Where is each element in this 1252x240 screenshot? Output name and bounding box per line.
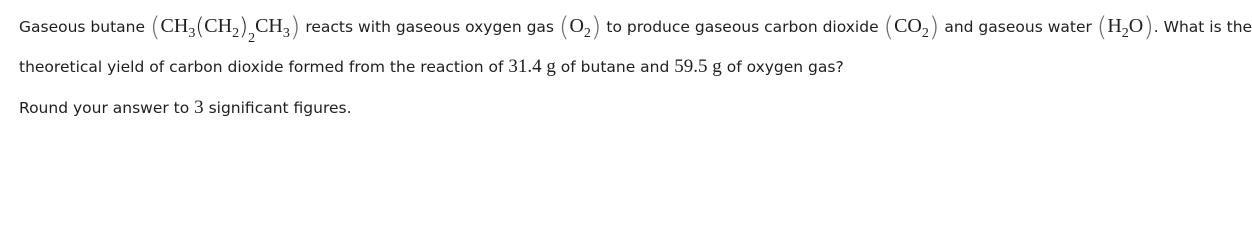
inner-close-paren: )	[239, 14, 249, 40]
question-text: theoretical yield of carbon dioxide formed from the reaction of	[19, 58, 509, 76]
question-text: . What is the	[1153, 18, 1252, 36]
inner-open-paren: (	[195, 14, 205, 40]
question-text: and gaseous water	[939, 18, 1097, 36]
question-text: Gaseous butane	[19, 18, 150, 36]
question-text: reacts with gaseous oxygen gas	[300, 18, 559, 36]
question-text: to produce gaseous carbon dioxide	[601, 18, 884, 36]
question-line-2	[19, 56, 844, 78]
instruction-text: significant figures.	[203, 99, 352, 117]
close-paren: )	[1143, 12, 1154, 43]
instruction-text: Round your answer to	[19, 99, 195, 117]
question-line-1	[19, 12, 1252, 46]
close-paren: )	[928, 12, 940, 43]
sig-figs-value: 3	[194, 97, 204, 118]
butane-mass: 31.4 g	[508, 56, 556, 77]
oxygen-formula: $O_2$	[569, 15, 591, 41]
question-text: of butane and	[555, 58, 675, 76]
close-paren: )	[289, 12, 301, 43]
co2-formula: $CO_2$	[894, 15, 929, 41]
question-text: of oxygen gas?	[721, 58, 844, 76]
water-formula: $H_2O$	[1107, 15, 1144, 41]
rounding-instruction	[19, 97, 352, 119]
open-paren: (	[558, 12, 570, 43]
open-paren: (	[883, 12, 895, 43]
open-paren: (	[1096, 12, 1108, 43]
oxygen-mass: 59.5 g	[674, 56, 722, 77]
close-paren: )	[590, 12, 602, 43]
butane-formula: $CH_3(CH_2)_2CH_3$	[160, 14, 290, 46]
open-paren: (	[149, 12, 161, 43]
